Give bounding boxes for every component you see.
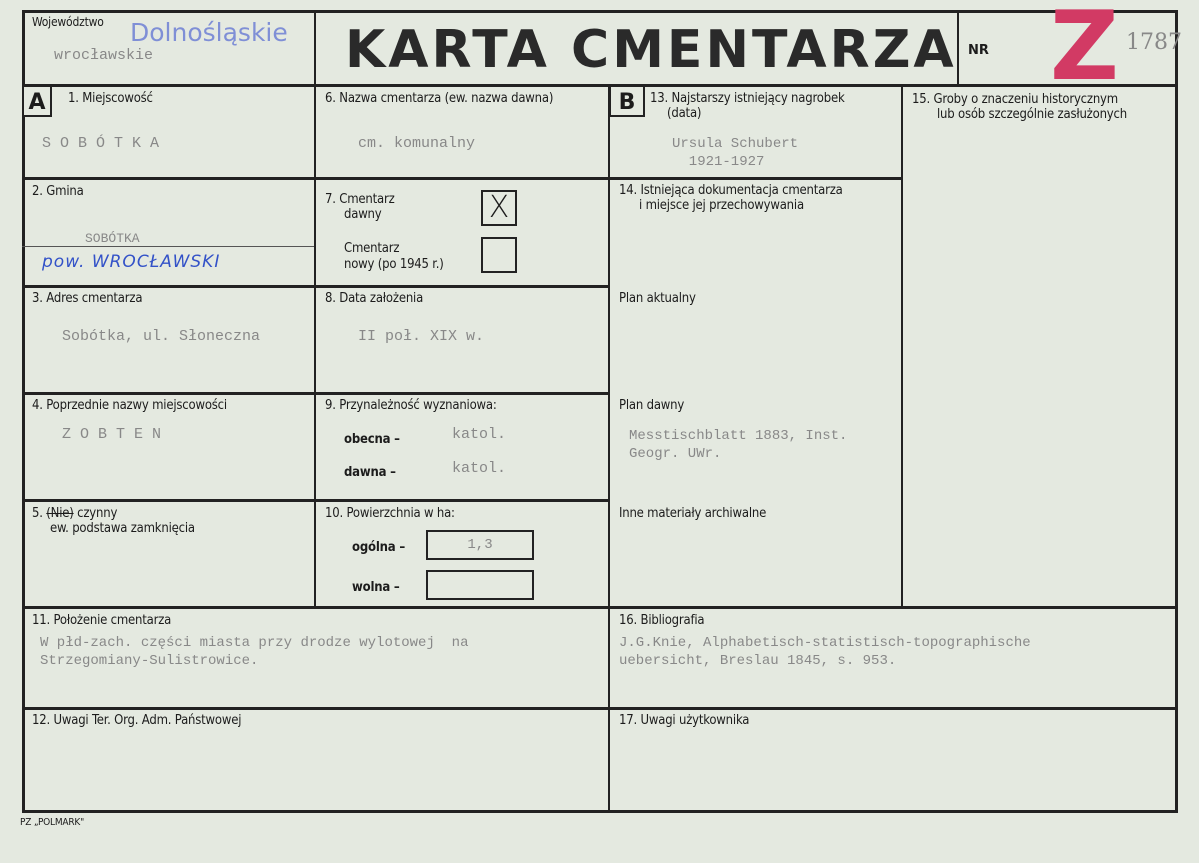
divider (22, 499, 610, 502)
nr-handwritten: 1787 (1126, 30, 1182, 55)
field-8-label: 8. Data założenia (325, 291, 424, 306)
field-5-struck: (Nie) (46, 506, 74, 521)
field-8-value: II poł. XIX w. (358, 328, 485, 345)
printer-imprint: PZ „POLMARK" (20, 817, 85, 828)
field-10-total-label: ogólna – (352, 540, 405, 555)
divider (901, 85, 903, 607)
divider (22, 707, 1178, 710)
divider (22, 246, 315, 247)
field-2-value: SOBÓTKA (85, 231, 140, 246)
section-b-marker: B (609, 85, 645, 117)
field-16-label: 16. Bibliografia (619, 613, 705, 628)
divider (957, 10, 959, 86)
field-2-label: 2. Gmina (32, 184, 84, 199)
field-14-label: 14. Istniejąca dokumentacja cmentarza (619, 183, 843, 198)
divider (22, 84, 1178, 87)
field-7-old-label2: dawny (344, 207, 382, 222)
field-1-label: 1. Miejscowość (68, 91, 153, 106)
field-4-value: Z O B T E N (62, 426, 162, 443)
wojewodztwo-label: Województwo (32, 15, 104, 29)
field-7-old-label: 7. Cmentarz (325, 192, 395, 207)
field-3-label: 3. Adres cmentarza (32, 291, 143, 306)
plan-current-label: Plan aktualny (619, 291, 696, 306)
divider (22, 177, 610, 180)
divider (314, 10, 316, 607)
field-9-former-label: dawna – (344, 465, 396, 480)
plan-old-value: Messtischblatt 1883, Inst. Geogr. UWr. (629, 428, 848, 462)
nr-label: NR (968, 43, 989, 58)
divider (22, 285, 610, 288)
wojewodztwo-stamp: Dolnośląskie (130, 18, 288, 47)
section-a-marker: A (22, 85, 52, 117)
divider (608, 85, 610, 812)
field-5-status: czynny (73, 506, 118, 521)
field-4-label: 4. Poprzednie nazwy miejscowości (32, 398, 227, 413)
divider (22, 606, 1178, 609)
field-1-value: S O B Ó T K A (42, 135, 160, 152)
plan-old-label: Plan dawny (619, 398, 685, 413)
field-6-value: cm. komunalny (358, 135, 476, 152)
field-9-current-value: katol. (452, 426, 507, 443)
field-9-label: 9. Przynależność wyznaniowa: (325, 398, 497, 413)
field-13-label: 13. Najstarszy istniejący nagrobek (650, 91, 845, 106)
field-11-label: 11. Położenie cmentarza (32, 613, 172, 628)
field-9-current-label: obecna – (344, 432, 400, 447)
divider (609, 177, 902, 180)
field-14-label2: i miejsce jej przechowywania (639, 198, 804, 213)
field-11-value: W płd-zach. części miasta przy drodze wylotowej na Strzegomiany-Sulistrowice. (40, 635, 469, 669)
field-15-label: 15. Groby o znaczeniu historycznym (912, 92, 1118, 107)
field-7-new-label2: nowy (po 1945 r.) (344, 257, 444, 272)
field-3-value: Sobótka, ul. Słoneczna (62, 328, 261, 345)
field-9-former-value: katol. (452, 460, 507, 477)
field-7-new-label: Cmentarz (344, 241, 400, 256)
field-5-label2: ew. podstawa zamknięcia (50, 521, 195, 536)
field-13-label2: (data) (667, 106, 702, 121)
field-2-handwritten: pow. WROCŁAWSKI (42, 252, 221, 272)
nr-stamp: Z (1050, 0, 1119, 102)
field-12-label: 12. Uwagi Ter. Org. Adm. Państwowej (32, 713, 242, 728)
page-title: KARTA CMENTARZA (345, 20, 957, 80)
free-area-field[interactable] (426, 570, 534, 600)
divider (22, 392, 610, 395)
new-cemetery-checkbox[interactable] (481, 237, 517, 273)
field-15-label2: lub osób szczególnie zasłużonych (937, 107, 1127, 122)
field-6-label: 6. Nazwa cmentarza (ew. nazwa dawna) (325, 91, 554, 106)
field-16-value: J.G.Knie, Alphabetisch-statistisch-topographische uebersicht, Breslau 1845, s. 953. (619, 635, 1031, 669)
field-10-free-label: wolna – (352, 580, 400, 595)
other-materials-label: Inne materiały archiwalne (619, 506, 767, 521)
field-5-label: 5. (Nie) czynny (32, 506, 118, 521)
old-cemetery-checkbox[interactable]: X (481, 190, 517, 226)
total-area-field[interactable]: 1,3 (426, 530, 534, 560)
field-13-value: Ursula Schubert 1921-1927 (672, 136, 799, 170)
wojewodztwo-value: wrocławskie (54, 47, 154, 64)
field-10-label: 10. Powierzchnia w ha: (325, 506, 455, 521)
field-17-label: 17. Uwagi użytkownika (619, 713, 750, 728)
